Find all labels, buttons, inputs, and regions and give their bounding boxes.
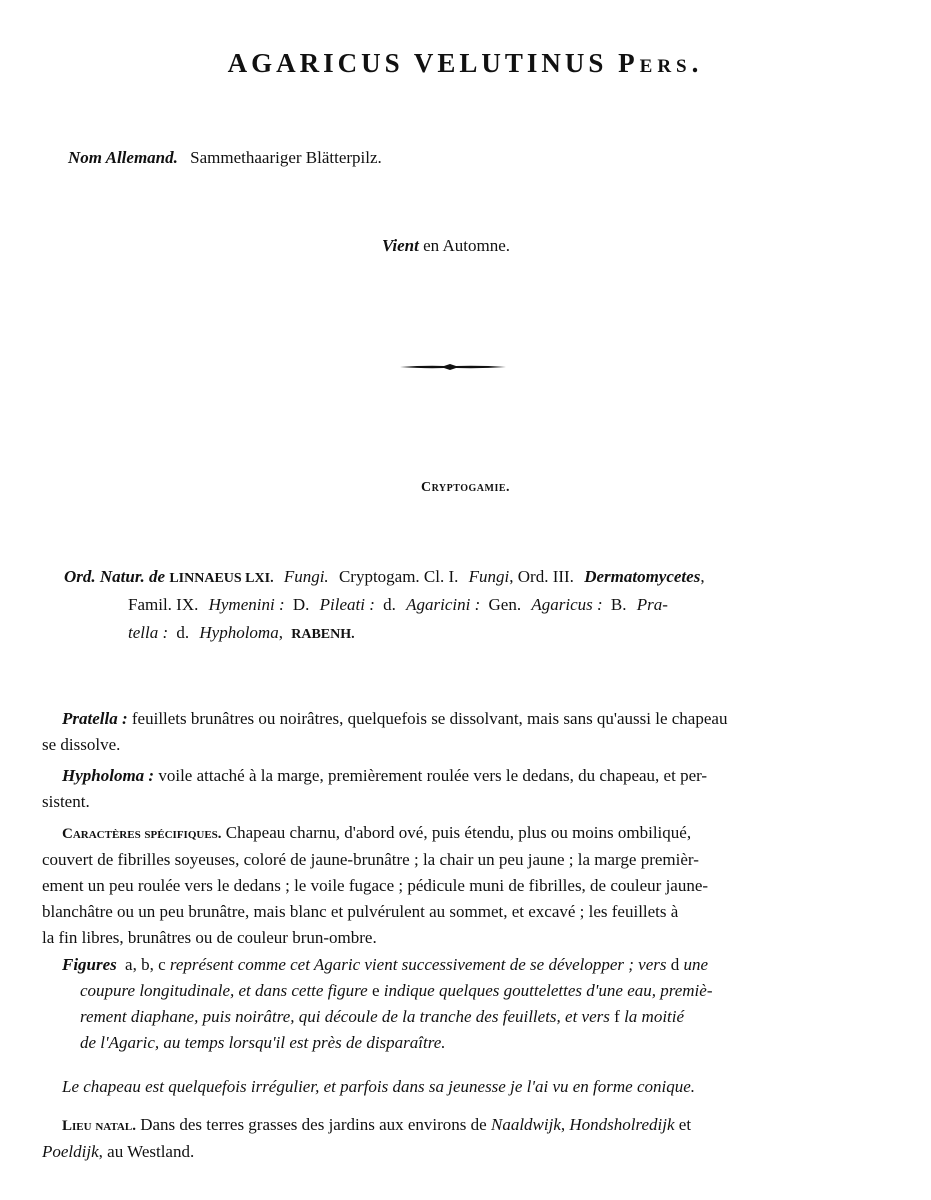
section-heading: Cryptogamie. <box>420 480 511 495</box>
caracteres-paragraph <box>42 820 877 951</box>
chapeau-paragraph <box>62 1074 877 1100</box>
class-pileati: Pileati : <box>319 595 375 614</box>
class-fungi: Fungi. <box>283 567 329 586</box>
class-d3: d. <box>176 623 190 642</box>
chapeau-text: Le chapeau est quelquefois irrégulier, et parfois dans sa jeunesse je l'ai vu en forme conique. <box>62 1077 696 1096</box>
class-agaricini: Agaricini : <box>406 595 481 614</box>
class-hypholoma: Hypholoma <box>199 623 279 642</box>
class-agaricus: Agaricus : <box>531 595 603 614</box>
figures-text-4: de l'Agaric, au temps lorsqu'il est près de disparaître. <box>80 1033 446 1052</box>
ornamental-divider <box>400 363 506 371</box>
figures-text-3-end: la moitié <box>624 1007 685 1026</box>
figures-letters-abc: a, b, c <box>125 955 166 974</box>
class-rabenh: RABENH. <box>291 627 355 642</box>
classification-line-1 <box>64 567 705 587</box>
lieu-poeldijk: Poeldijk <box>42 1142 99 1161</box>
nom-allemand-line <box>68 148 382 168</box>
class-d2: d. <box>383 595 396 614</box>
lieu-westland: , au Westland. <box>98 1142 195 1161</box>
class-cryptogam: Cryptogam. Cl. I. <box>338 567 459 586</box>
class-comma: , <box>700 567 705 586</box>
class-famil: Famil. IX. <box>128 595 199 614</box>
lieu-comma: , <box>560 1115 566 1134</box>
species-author: Pers. <box>618 48 704 78</box>
lieu-text-1: Dans des terres grasses des jardins aux environs de <box>140 1115 487 1134</box>
caracteres-lead: Caractères spécifiques. <box>62 826 222 842</box>
nom-allemand-label: Nom Allemand. <box>68 148 178 167</box>
lieu-hondsholredijk: Hondsholredijk <box>569 1115 675 1134</box>
figures-paragraph <box>62 952 877 1056</box>
class-hymenini: Hymenini : <box>208 595 285 614</box>
class-pratella-end: tella : <box>128 623 169 642</box>
class-dermatomycetes: Dermatomycetes <box>584 567 701 586</box>
class-fungi-2: Fungi <box>468 567 510 586</box>
figures-text-1: représent comme cet Agaric vient successivement de se développer ; vers <box>169 955 667 974</box>
hypholoma-lead: Hypholoma : <box>62 766 155 785</box>
caracteres-text-3: ement un peu roulée vers le dedans ; le voile fugace ; pédicule muni de fibrilles, de couleur jaune- <box>42 876 709 895</box>
pratella-text-2: se dissolve. <box>42 735 121 754</box>
hypholoma-text-1: voile attaché à la marge, premièrement roulée vers le dedans, du chapeau, et per- <box>158 766 708 785</box>
figures-lead: Figures <box>62 955 117 974</box>
figures-text-1-end: une <box>683 955 709 974</box>
class-linnaeus: LINNAEUS LXI. <box>169 571 274 586</box>
classification-line-3 <box>128 623 355 643</box>
lieu-et: et <box>678 1115 692 1134</box>
classification-line-2 <box>128 595 668 615</box>
caracteres-text-2: couvert de fibrilles soyeuses, coloré de jaune-brunâtre ; la chair un peu jaune ; la marge premièr- <box>42 850 699 869</box>
caracteres-text-1: Chapeau charnu, d'abord ové, puis étendu, plus ou moins ombiliqué, <box>225 823 692 842</box>
page-title <box>0 48 931 79</box>
lieu-lead: Lieu natal. <box>62 1118 136 1134</box>
figures-text-2: coupure longitudinale, et dans cette figure <box>80 981 368 1000</box>
class-ord-natur: Ord. Natur. de <box>64 567 166 586</box>
lieu-natal-paragraph <box>42 1112 877 1165</box>
lieu-naaldwijk: Naaldwijk <box>490 1115 561 1134</box>
figures-text-2-end: indique quelques gouttelettes d'une eau, premiè- <box>383 981 713 1000</box>
pratella-lead: Pratella : <box>62 709 128 728</box>
saison-value: en Automne. <box>423 236 510 255</box>
figures-letter-f: f <box>614 1007 620 1026</box>
class-gen: Gen. <box>488 595 522 614</box>
class-b: B. <box>610 595 627 614</box>
class-ord-iii: , Ord. III. <box>509 567 574 586</box>
class-comma-2: , <box>278 623 283 642</box>
caracteres-text-4: blanchâtre ou un peu brunâtre, mais blanc et pulvérulent au sommet, et excavé ; les feuillets à <box>42 902 679 921</box>
hypholoma-paragraph <box>42 763 862 815</box>
nom-allemand-value: Sammethaariger Blätterpilz. <box>190 148 382 167</box>
caracteres-text-5: la fin libres, brunâtres ou de couleur brun-ombre. <box>42 928 377 947</box>
species-name: AGARICUS VELUTINUS <box>227 48 608 78</box>
figures-letter-d: d <box>670 955 680 974</box>
saison-line <box>382 236 510 256</box>
figures-letter-e: e <box>371 981 380 1000</box>
class-d: D. <box>292 595 310 614</box>
saison-label: Vient <box>382 236 419 255</box>
figures-text-3: rement diaphane, puis noirâtre, qui découle de la tranche des feuillets, et vers <box>80 1007 610 1026</box>
pratella-paragraph <box>42 706 862 758</box>
class-pratella-start: Pra- <box>636 595 668 614</box>
pratella-text-1: feuillets brunâtres ou noirâtres, quelquefois se dissolvant, mais sans qu'aussi le chapeau <box>131 709 728 728</box>
hypholoma-text-2: sistent. <box>42 792 90 811</box>
